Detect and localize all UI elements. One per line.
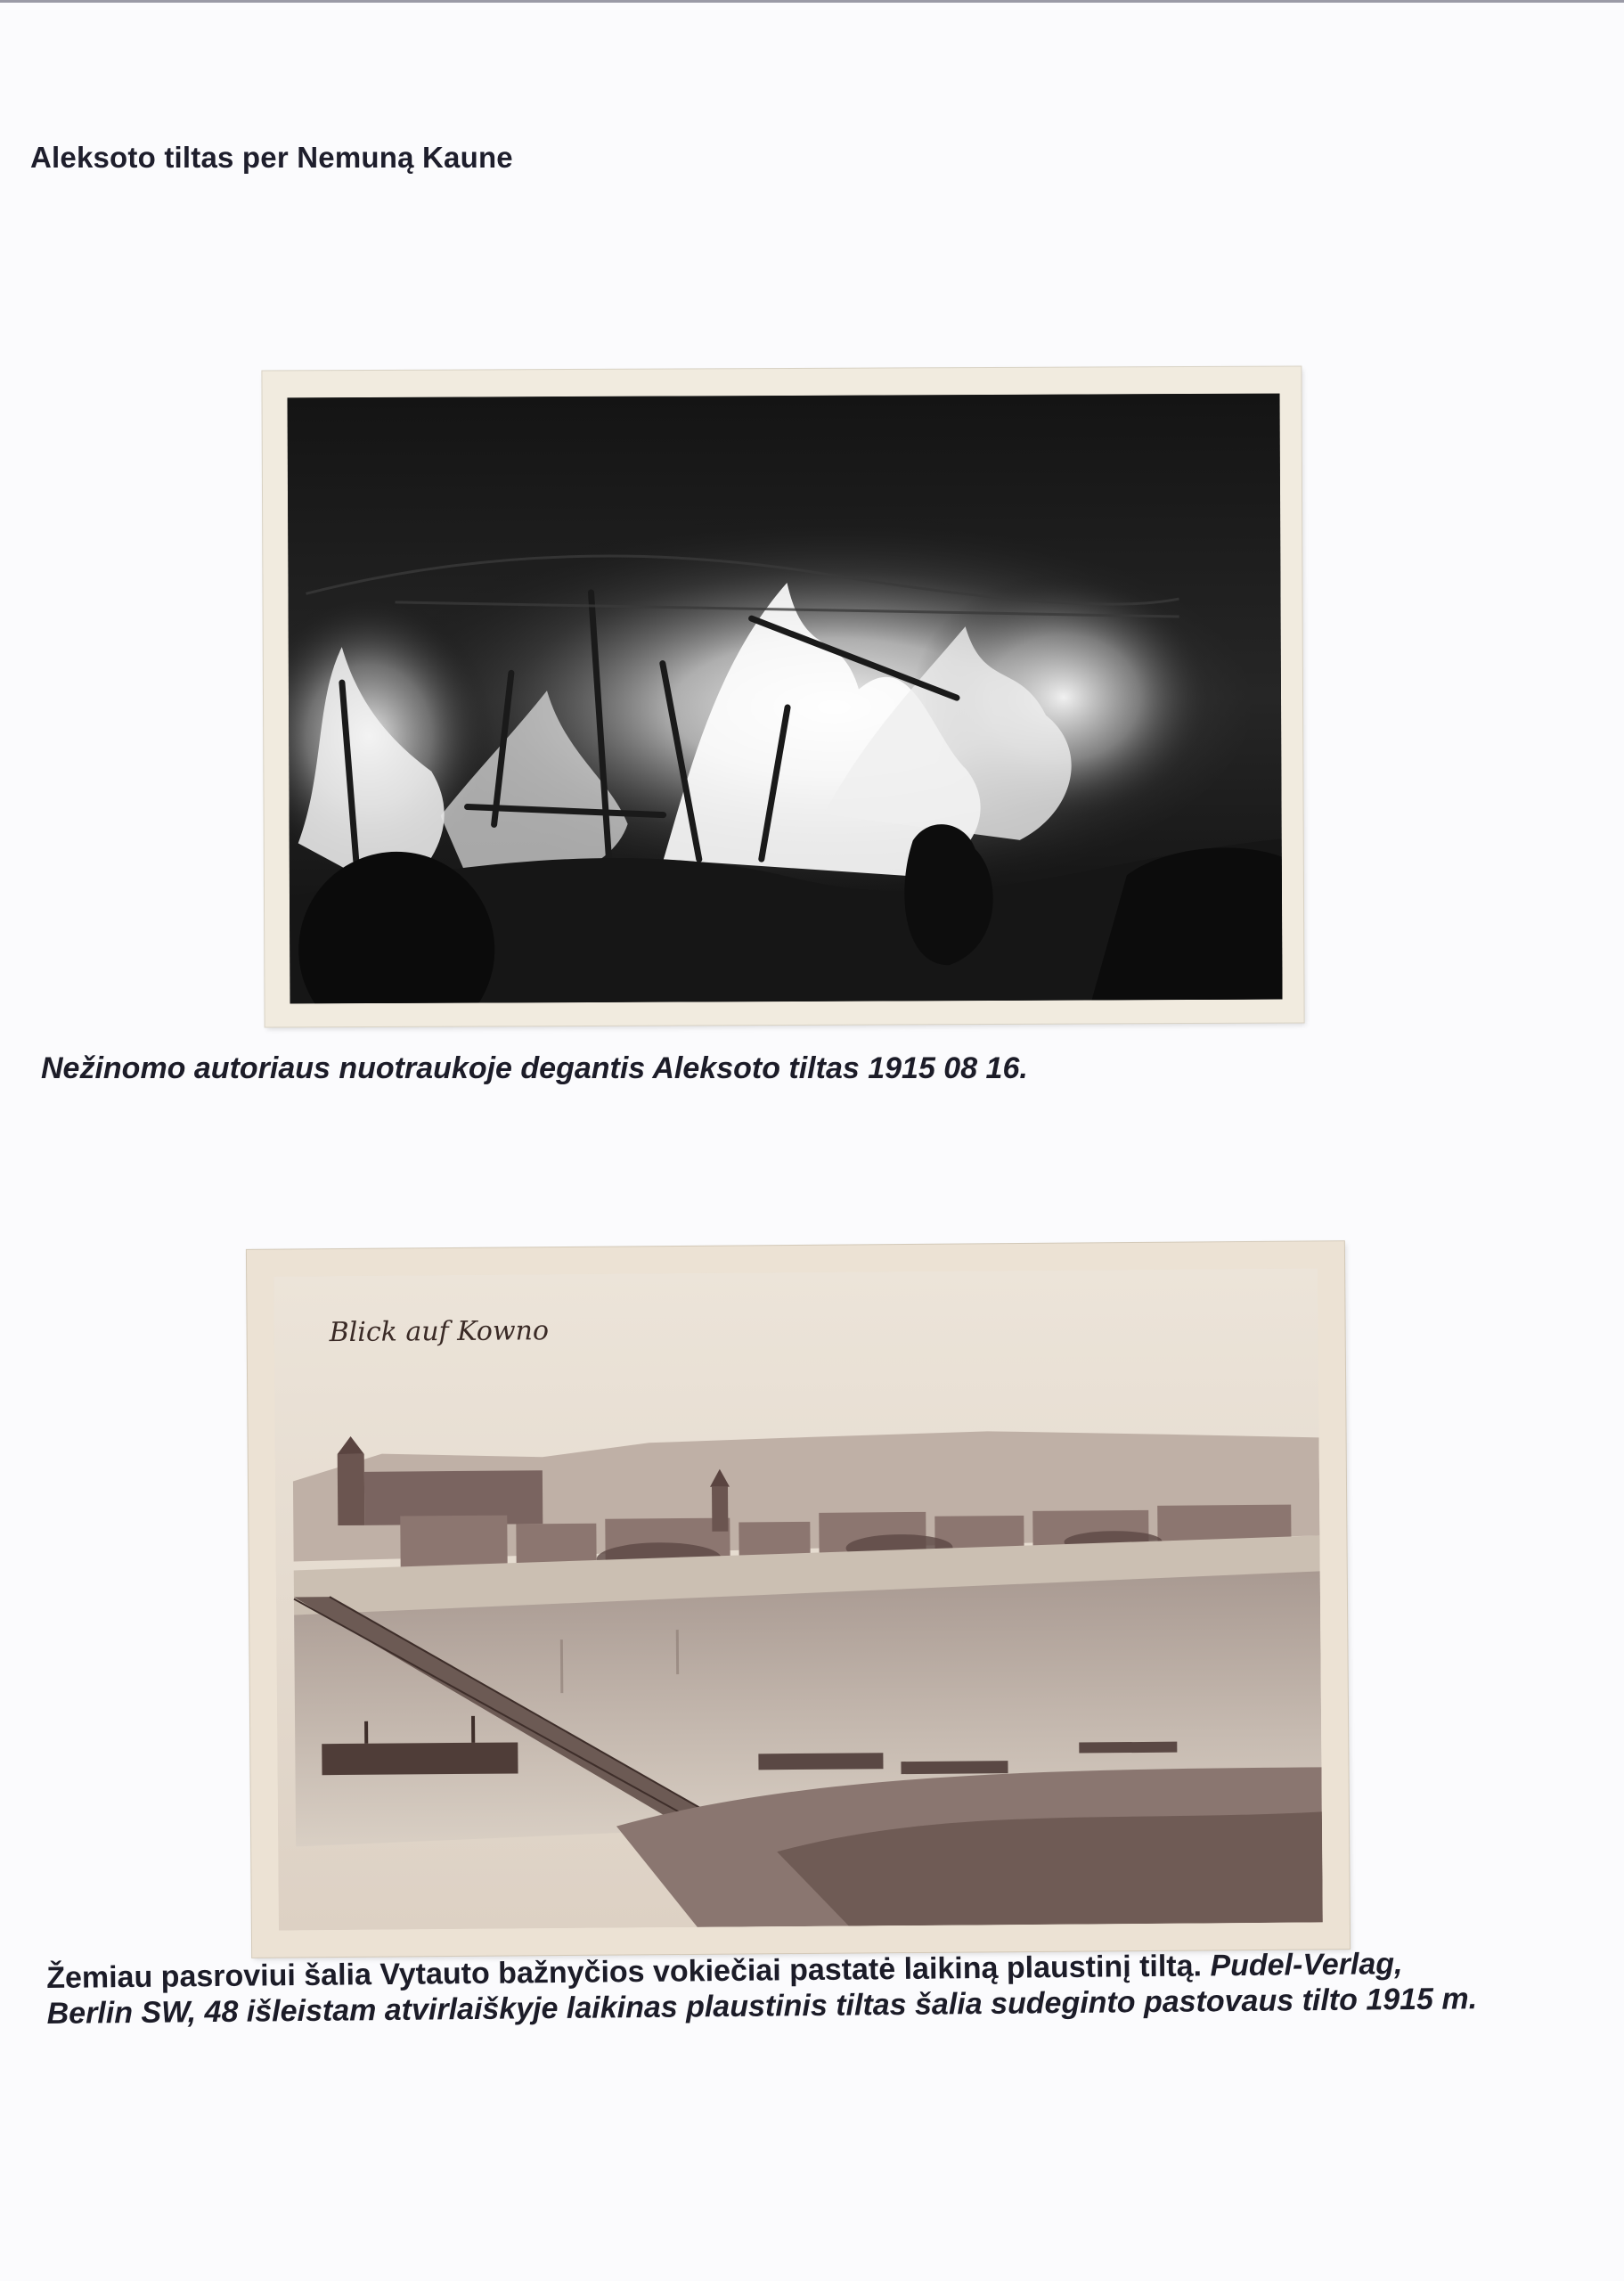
photo-card-postcard-kowno	[247, 1241, 1350, 1958]
photo2-caption-italic: Pudel-Verlag, Berlin SW, 48 išleistam atvirlaiškyje laikinas plaustinis tiltas šalia sudeginto pastovaus tilto 1915 m.	[46, 1947, 1478, 2031]
top-rule	[0, 0, 1624, 3]
photo-card-burning-bridge	[262, 366, 1303, 1026]
photo2-caption-main: Žemiau pasroviui šalia Vytauto bažnyčios vokiečiai pastatė laikiną plaustinį tiltą.	[46, 1949, 1203, 1995]
page-title: Aleksoto tiltas per Nemuną Kaune	[30, 141, 513, 174]
postcard-kowno-photo	[273, 1268, 1323, 1930]
photo2-caption	[46, 1945, 1481, 2032]
postcard-label: Blick auf Kowno	[329, 1315, 550, 1349]
burning-bridge-image	[288, 394, 1283, 1004]
kowno-panorama-image	[273, 1268, 1323, 1930]
burning-bridge-photo	[288, 394, 1283, 1004]
photo1-caption: Nežinomo autoriaus nuotraukoje degantis Aleksoto tiltas 1915 08 16.	[41, 1051, 1028, 1085]
